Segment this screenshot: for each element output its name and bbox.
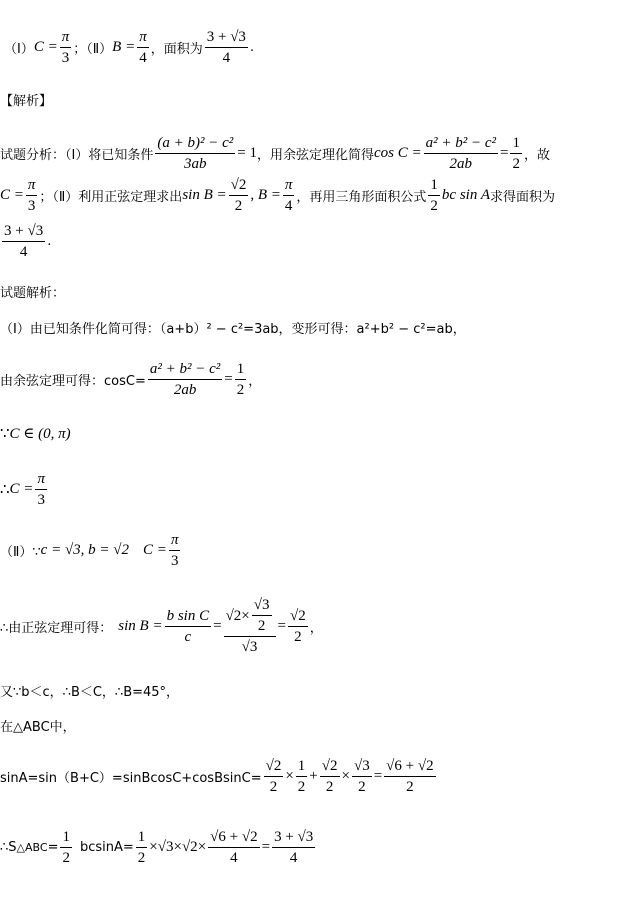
half-fraction: $\frac{1}{2}$ [512, 135, 520, 172]
part-separator: ；（Ⅱ） [73, 42, 113, 57]
pi-over-3: $\frac{\pi}{3}$ [37, 471, 45, 508]
root2-over-2: $\frac{√2}{2}$ [230, 177, 247, 214]
cos-lhs: cos C = [373, 145, 422, 161]
half-fraction: $\frac{1}{2}$ [430, 177, 438, 214]
pi-over-4: $\frac{\pi}{4}$ [139, 29, 147, 66]
pi-over-3: $\frac{\pi}{3}$ [27, 177, 36, 214]
solution-area: ∴S △ABC = $\frac{1}{2}$ bcsinA= $\frac{1}{2}$ × √3 × √2 × $\frac{√6 + √2}{4}$ = $\frac{3 + √3}{4}$ [0, 829, 314, 866]
part1-label: （Ⅰ） [4, 42, 34, 57]
area-text: ，面积为 [150, 42, 203, 57]
solution-also: 又∵b＜c，∴B＜C，∴B=45°， [0, 685, 180, 700]
bsinc-over-c: $\frac{\text{b sin C}}{c}$ [166, 607, 210, 645]
answer-line [4, 28, 254, 67]
analysis-mid: ，用余弦定理化简得 [256, 148, 374, 163]
end-period: . [249, 40, 255, 55]
half-fraction: $\frac{1}{2}$ [236, 361, 245, 398]
solution-step-1: （Ⅰ）由已知条件化简可得：（a+b）² − c²=3ab，变形可得：a²+b² − c²=ab， [0, 322, 466, 337]
part1-equation: C = [33, 39, 58, 55]
solution-triangle: 在△ABC中， [0, 720, 76, 735]
root2-over-2: $\frac{√2}{2}$ [289, 607, 306, 645]
solution-because: ∵ C ∈ (0, π) [0, 426, 71, 442]
solution-part-2: （Ⅱ）∵ c = √3, b = √2 C = $\frac{\pi}{3}$ [0, 532, 179, 569]
cos-fraction: $\frac{\text{a² + b² − c²}}{2ab}$ [425, 135, 496, 172]
analysis-line-1: 试题分析：（Ⅰ）将已知条件 $\frac{\text{(a + b)² − c²}}{3ab}$ = 1 ，用余弦定理化简得 cos C = $\frac{\text{a² + b² − c²}}{2ab}$ = $\frac{1}{2}$ ，故 [0, 135, 550, 172]
pi-over-3: $\frac{\pi}{3}$ [61, 29, 70, 66]
section-title: 【解析】 [0, 94, 53, 109]
analysis-label: 试题分析：（Ⅰ）将已知条件 [0, 148, 154, 163]
solution-therefore-c: ∴ C = $\frac{\pi}{3}$ [0, 471, 45, 508]
result-fraction: $\frac{3 + √3}{4}$ [4, 223, 44, 260]
pi-over-3: $\frac{\pi}{3}$ [170, 532, 179, 569]
cos-fraction: $\frac{\text{a² + b² − c²}}{2ab}$ [149, 361, 221, 398]
analysis-line-2: C = $\frac{\pi}{3}$ ；（Ⅱ）利用正弦定理求出 sin B = $\frac{√2}{2}$ , B = $\frac{\pi}{4}$ ，再用三角形面积公式 $\frac{1}{2}$ bc sin A 求得面积为 [0, 177, 555, 214]
area-fraction: $\frac{3 + √3}{4}$ [206, 29, 246, 66]
condition-fraction: $\frac{\text{(a + b)² − c²}}{3ab}$ [157, 135, 234, 172]
solution-sinA: sinA=sin（B+C）=sinBcosC+cosBsinC= $\frac{√2}{2}$ × $\frac{1}{2}$ + $\frac{√2}{2}$ × $\frac{√3}{2}$ = $\frac{√6 + √2}{2}$ [0, 758, 434, 795]
solution-step-2: 由余弦定理可得：cosC= $\frac{\text{a² + b² − c²}}{2ab}$ = $\frac{1}{2}$ ， [0, 361, 262, 398]
solution-label: 试题解析： [0, 286, 66, 301]
analysis-line-3: $\frac{3 + √3}{4}$ . [4, 223, 52, 260]
solution-sine-rule: ∴由正弦定理可得： sin B = $\frac{\text{b sin C}}{c}$ = √2 × $\frac{√3}{2}$ √3 = $\frac{√2}{2}$ ， [0, 597, 323, 655]
analysis-tail: ，故 [523, 148, 550, 163]
compound-fraction: √2 × $\frac{√3}{2}$ √3 [224, 596, 276, 656]
part2-equation: B = [112, 39, 136, 55]
condition-eq: = 1 [237, 145, 257, 161]
pi-over-4: $\frac{\pi}{4}$ [284, 177, 293, 214]
